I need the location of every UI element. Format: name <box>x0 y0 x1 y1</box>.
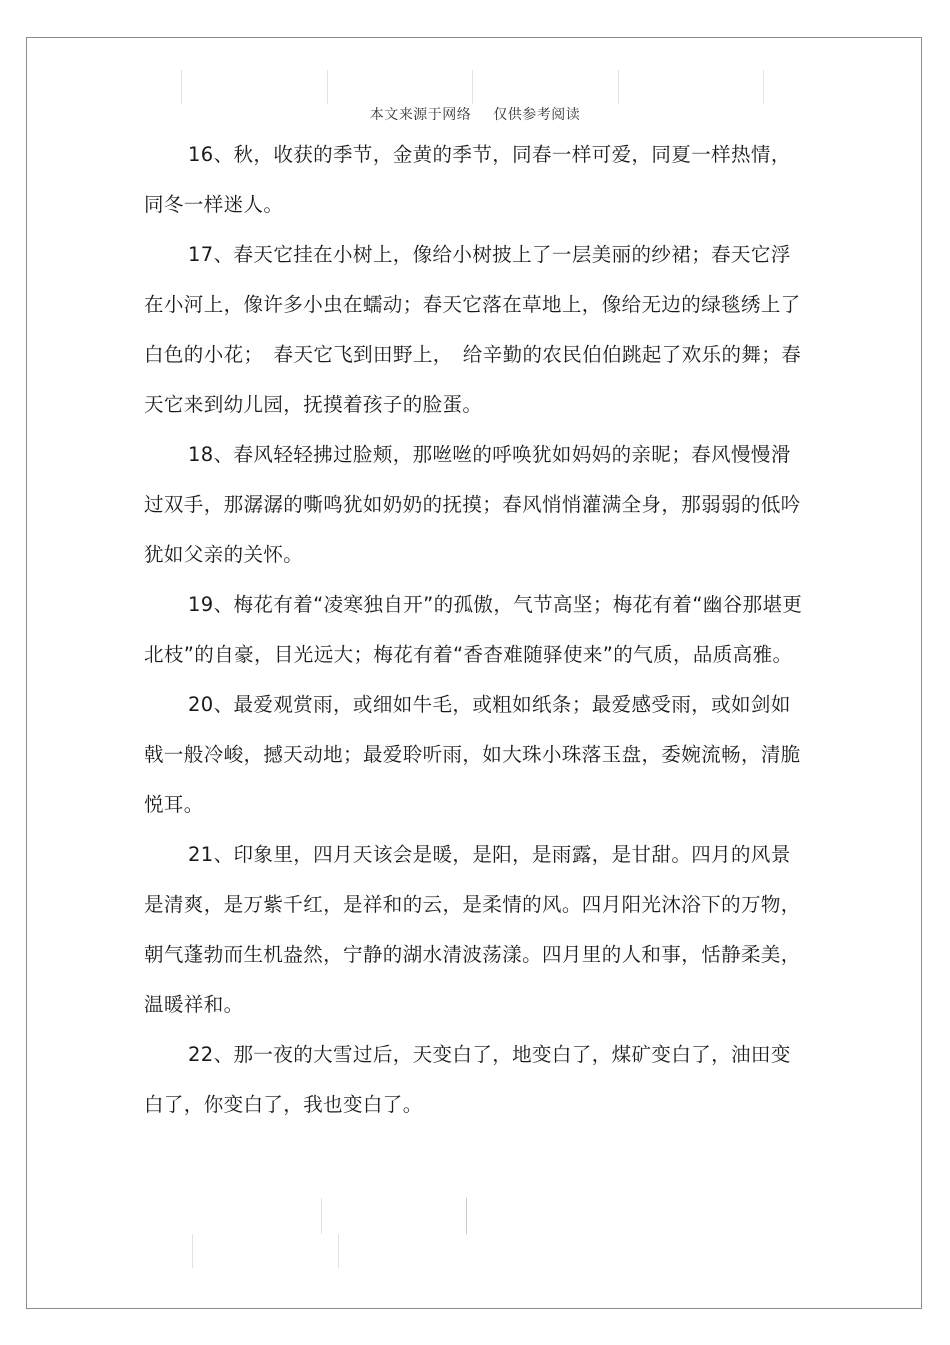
header-rule <box>327 70 328 104</box>
footer-rule <box>466 1198 467 1234</box>
source-note: 本文来源于网络 <box>369 107 472 123</box>
paragraph-18: 18、春风轻轻拂过脸颊，那咝咝的呼唤犹如妈妈的亲昵；春风慢慢滑过双手，那潺潺的嘶鸣犹如奶奶的抚摸；春风悄悄灌满全身，那弱弱的低吟犹如父亲的关怀。 <box>144 443 801 566</box>
header-note <box>0 104 950 124</box>
document-body <box>144 130 804 1130</box>
header-rule <box>472 70 473 104</box>
footer-rule <box>338 1234 339 1268</box>
paragraph-16: 16、秋，收获的季节，金黄的季节，同春一样可爱，同夏一样热情，同冬一样迷人。 <box>144 143 791 216</box>
header-rule <box>181 70 182 104</box>
header-rule <box>618 70 619 104</box>
paragraph-19: 19、梅花有着“凌寒独自开”的孤傲，气节高坚；梅花有着“幽谷那堪更北枝”的自豪，目光远大；梅花有着“香杳难随驿使来”的气质，品质高雅。 <box>144 593 803 666</box>
paragraph-22: 22、那一夜的大雪过后，天变白了，地变白了，煤矿变白了，油田变白了，你变白了，我也变白了。 <box>144 1043 791 1116</box>
footer-rule <box>321 1198 322 1234</box>
footer-rule <box>192 1234 193 1268</box>
paragraph-20: 20、最爱观赏雨，或细如牛毛，或粗如纸条；最爱感受雨，或如剑如戟一般冷峻，撼天动地；最爱聆听雨，如大珠小珠落玉盘，委婉流畅，清脆悦耳。 <box>144 693 801 816</box>
paragraph-21: 21、印象里，四月天该会是暖，是阳，是雨露，是甘甜。四月的风景是清爽，是万紫千红，是祥和的云，是柔情的风。四月阳光沐浴下的万物，朝气蓬勃而生机盎然，宁静的湖水清波荡漾。四月里的人和事，恬静柔美，温暖祥和。 <box>144 843 801 1016</box>
paragraph-17: 17、春天它挂在小树上，像给小树披上了一层美丽的纱裙；春天它浮在小河上，像许多小虫在蠕动；春天它落在草地上，像给无边的绿毯绣上了白色的小花； 春天它飞到田野上， 给辛勤的农民伯伯跳起了欢乐的舞；春天它来到幼儿园，抚摸着孩子的脸蛋。 <box>144 243 802 416</box>
reference-note: 仅供参考阅读 <box>493 107 581 123</box>
header-rule <box>763 70 764 104</box>
